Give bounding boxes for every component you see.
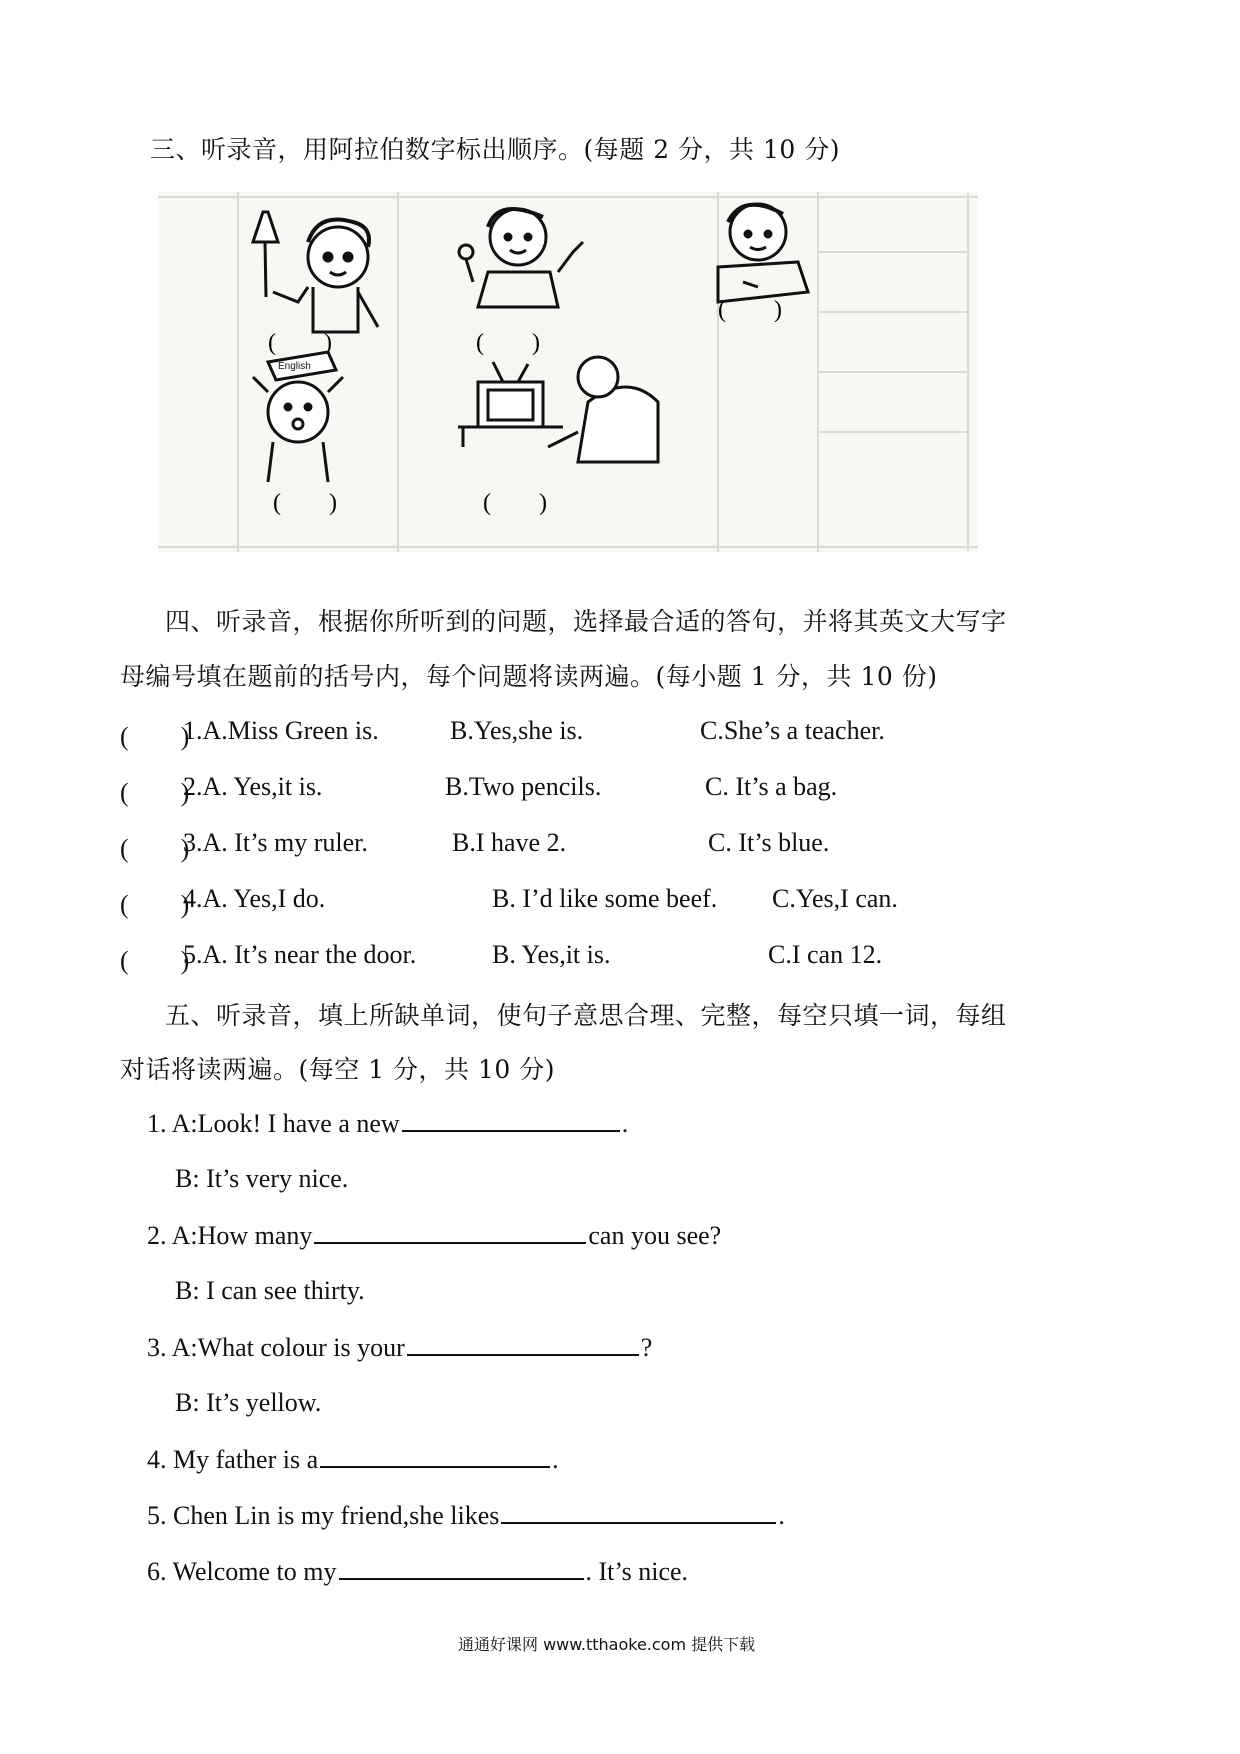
section3-title: 三、听录音，用阿拉伯数字标出顺序。(每题 2 分，共 10 分) [150, 135, 841, 164]
fill-item-4-end: . [552, 1445, 559, 1474]
footer-credit: 通通好课网 www.tthaoke.com 提供下载 [458, 1635, 756, 1654]
picture-panel [158, 192, 978, 552]
answer-slot-4[interactable]: ( ) [273, 490, 337, 516]
fill-item-1-reply: B: It’s very nice. [175, 1164, 349, 1193]
question-bracket-1[interactable]: ( ) [120, 722, 190, 751]
fill-item-6-end: . It’s nice. [585, 1557, 689, 1586]
question-1-option-a: 1.A.Miss Green is. [183, 716, 379, 745]
section4-title-line1: 四、听录音，根据你所听到的问题，选择最合适的答句，并将其英文大写字 [165, 607, 1007, 636]
fill-blank-1[interactable] [402, 1108, 620, 1132]
fill-item-3-text: 3. A:What colour is your [147, 1333, 405, 1362]
answer-slot-1[interactable]: ( ) [268, 330, 332, 356]
illustrations [158, 192, 978, 552]
question-bracket-3[interactable]: ( ) [120, 834, 190, 863]
question-3-option-b: B.I have 2. [452, 828, 567, 857]
fill-item-3 [147, 1332, 652, 1363]
fill-item-5-end: . [778, 1501, 785, 1530]
answer-slot-2[interactable]: ( ) [476, 330, 540, 356]
fill-blank-6[interactable] [339, 1556, 584, 1580]
answer-slot-3[interactable]: ( ) [718, 297, 782, 323]
fill-item-1-text: 1. A:Look! I have a new [147, 1109, 400, 1138]
question-1-option-c: C.She’s a teacher. [700, 716, 885, 745]
fill-item-2-end: can you see? [588, 1221, 722, 1250]
fill-item-2-reply: B: I can see thirty. [175, 1276, 365, 1305]
question-bracket-4[interactable]: ( ) [120, 890, 190, 919]
question-2-option-c: C. It’s a bag. [705, 772, 838, 801]
question-5-option-c: C.I can 12. [768, 940, 883, 969]
question-5-option-b: B. Yes,it is. [492, 940, 611, 969]
fill-item-4-text: 4. My father is a [147, 1445, 319, 1474]
question-3-option-c: C. It’s blue. [708, 828, 830, 857]
fill-item-3-reply: B: It’s yellow. [175, 1388, 322, 1417]
fill-item-5 [147, 1500, 785, 1531]
answer-slot-5[interactable]: ( ) [483, 490, 547, 516]
question-4-option-a: 4.A. Yes,I do. [183, 884, 326, 913]
fill-item-6-text: 6. Welcome to my [147, 1557, 337, 1586]
section5-title-line2: 对话将读两遍。(每空 1 分，共 10 分) [120, 1055, 556, 1084]
question-bracket-5[interactable]: ( ) [120, 946, 190, 975]
fill-item-2 [147, 1220, 721, 1251]
question-3-option-a: 3.A. It’s my ruler. [183, 828, 368, 857]
question-4-option-c: C.Yes,I can. [772, 884, 898, 913]
book-label: English [278, 361, 311, 372]
section5-title-line1: 五、听录音，填上所缺单词，使句子意思合理、完整，每空只填一词，每组 [165, 1001, 1007, 1030]
fill-item-1-end: . [621, 1109, 629, 1138]
fill-item-6 [147, 1556, 688, 1587]
question-4-option-b: B. I’d like some beef. [492, 884, 718, 913]
fill-item-5-text: 5. Chen Lin is my friend,she likes [147, 1501, 500, 1530]
question-2-option-a: 2.A. Yes,it is. [183, 772, 323, 801]
fill-blank-2[interactable] [314, 1220, 586, 1244]
fill-item-1 [147, 1108, 628, 1139]
question-1-option-b: B.Yes,she is. [450, 716, 584, 745]
section4-title-line2: 母编号填在题前的括号内，每个问题将读两遍。(每小题 1 分，共 10 份) [120, 662, 938, 691]
fill-item-2-text: 2. A:How many [147, 1221, 313, 1250]
fill-blank-4[interactable] [320, 1444, 550, 1468]
fill-blank-5[interactable] [501, 1500, 776, 1524]
fill-blank-3[interactable] [407, 1332, 639, 1356]
question-bracket-2[interactable]: ( ) [120, 778, 190, 807]
question-2-option-b: B.Two pencils. [445, 772, 602, 801]
fill-item-4 [147, 1444, 559, 1475]
fill-item-3-end: ? [640, 1333, 653, 1362]
question-5-option-a: 5.A. It’s near the door. [183, 940, 417, 969]
